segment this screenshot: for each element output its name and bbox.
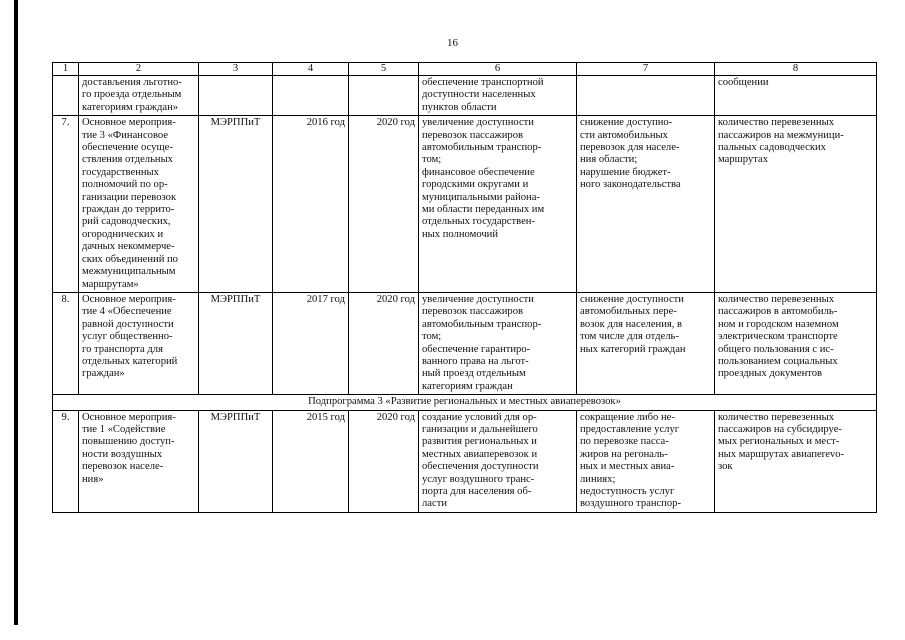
text-line: ванного права на льгот-	[422, 355, 529, 367]
column-number: 8	[715, 63, 877, 76]
text-line: пассажиров в автомобиль-	[718, 306, 838, 318]
cell-result	[419, 292, 577, 394]
text-line: увеличение доступности	[422, 293, 534, 305]
text-line: снижение доступности	[580, 293, 684, 305]
program-measures-table	[52, 62, 877, 513]
cell-indicator	[715, 410, 877, 512]
text-line: ганизации и дальнейшего	[422, 423, 538, 435]
text-line: том;	[422, 154, 442, 166]
text-line: пальных садоводческих	[718, 142, 826, 154]
text-line: маршрутах	[718, 154, 768, 166]
text-line: услуг общественно-	[82, 331, 173, 343]
text-line: ствления отдельных	[82, 154, 173, 166]
continuation-row	[53, 76, 877, 116]
text-line: Основное мероприя-	[82, 411, 176, 423]
text-line: сти автомобильных	[580, 129, 668, 141]
cell-measure	[79, 292, 199, 394]
cell-executor: МЭРППиТ	[199, 116, 273, 293]
text-line: пассажиров на межмуници-	[718, 129, 844, 141]
text-line: количество перевезенных	[718, 411, 835, 423]
text-line: мых региональных и мест-	[718, 436, 840, 448]
text-line: линиях;	[580, 473, 616, 485]
text-line: доступности населенных	[422, 89, 536, 101]
text-line: ных полномочий	[422, 228, 499, 240]
text-line: ный проезд отдельным	[422, 368, 526, 380]
text-line: отдельных категорий	[82, 355, 178, 367]
text-line: ских объединений по	[82, 253, 178, 265]
text-line: граждан до террито-	[82, 204, 175, 216]
text-line: государственных	[82, 166, 159, 178]
text-line: ного законодательства	[580, 179, 681, 191]
column-number: 5	[349, 63, 419, 76]
text-line: количество перевезенных	[718, 117, 835, 129]
text-line: электрическом транспорте	[718, 331, 838, 343]
row-number: 7.	[53, 116, 79, 293]
column-number: 7	[577, 63, 715, 76]
text-line: пассажиров на субсидируе-	[718, 423, 842, 435]
measure-row	[53, 292, 877, 394]
page-number: 16	[447, 37, 458, 49]
text-line: маршрутам»	[82, 278, 139, 290]
row-number: 8.	[53, 292, 79, 394]
column-number: 2	[79, 63, 199, 76]
cell-num	[53, 76, 79, 116]
cell-end	[349, 76, 419, 116]
text-line: проездных документов	[718, 368, 823, 380]
text-line: равной доступности	[82, 318, 174, 330]
text-line: ном и городском наземном	[718, 318, 839, 330]
text-line: нарушение бюджет-	[580, 166, 671, 178]
cell-result	[419, 76, 577, 116]
cell-measure	[79, 76, 199, 116]
text-line: тие 1 «Содействие	[82, 423, 166, 435]
text-line: рий садоводческих,	[82, 216, 171, 228]
cell-result	[419, 116, 577, 293]
text-line: го транспорта для	[82, 343, 163, 355]
binding-edge-bar	[14, 0, 18, 625]
cell-start-year: 2016 год	[273, 116, 349, 293]
text-line: ми области переданных им	[422, 204, 545, 216]
text-line: ных и местных авиа-	[580, 461, 675, 473]
text-line: перевозок для населе-	[580, 142, 680, 154]
text-line: недоступность услуг	[580, 486, 675, 497]
text-line: ности воздушных	[82, 448, 163, 460]
text-line: граждан»	[82, 368, 125, 380]
text-line: дачных некоммерче-	[82, 241, 175, 253]
column-number: 4	[273, 63, 349, 76]
text-line: ласти	[422, 498, 447, 510]
cell-end-year: 2020 год	[349, 410, 419, 512]
cell-end-year: 2020 год	[349, 292, 419, 394]
text-line: перевозок пассажиров	[422, 306, 524, 318]
text-line: ных маршрутах авиапerevo-	[718, 448, 845, 460]
column-number: 3	[199, 63, 273, 76]
text-line: количество перевезенных	[718, 293, 835, 305]
text-line: сообщении	[718, 77, 769, 88]
text-line: пользованием социальных	[718, 355, 838, 367]
column-number: 1	[53, 63, 79, 76]
text-line: Основное мероприя-	[82, 293, 176, 305]
text-line: обеспечение транспортной	[422, 77, 544, 88]
column-number: 6	[419, 63, 577, 76]
text-line: тие 3 «Финансовое	[82, 129, 169, 141]
text-line: категориям граждан	[422, 380, 513, 392]
column-number-row	[53, 63, 877, 76]
text-line: пунктов области	[422, 101, 497, 113]
measure-row	[53, 116, 877, 293]
text-line: предоставление услуг	[580, 423, 680, 435]
text-line: том;	[422, 331, 442, 343]
cell-consequences	[577, 292, 715, 394]
text-line: обеспечения доступности	[422, 461, 539, 473]
text-line: воздушного транспор-	[580, 498, 681, 510]
text-line: перевозок пассажиров	[422, 129, 524, 141]
text-line: создание условий для ор-	[422, 411, 537, 423]
text-line: автомобильным транспор-	[422, 318, 542, 330]
cell-consequences	[577, 410, 715, 512]
cell-executor: МЭРППиТ	[199, 292, 273, 394]
text-line: Основное мероприя-	[82, 117, 176, 129]
text-line: развития региональных и	[422, 436, 537, 448]
cell-consequences	[577, 116, 715, 293]
cell-start-year: 2015 год	[273, 410, 349, 512]
text-line: зок	[718, 461, 733, 473]
text-line: огороднических и	[82, 228, 164, 240]
text-line: полномочий по ор-	[82, 179, 168, 191]
text-line: достављения льготно-	[82, 77, 182, 88]
text-line: тие 4 «Обеспечение	[82, 306, 172, 318]
subprogram-row	[53, 395, 877, 410]
text-line: повышению доступ-	[82, 436, 175, 448]
text-line: ния области;	[580, 154, 638, 166]
text-line: автомобильным транспор-	[422, 142, 542, 154]
text-line: порта для населения об-	[422, 486, 532, 497]
text-line: том числе для отдель-	[580, 331, 679, 343]
text-line: увеличение доступности	[422, 117, 534, 129]
text-line: перевозок населе-	[82, 461, 164, 473]
text-line: ганизации перевозок	[82, 191, 177, 203]
text-line: общего пользования с ис-	[718, 343, 834, 355]
text-line: услуг воздушного транс-	[422, 473, 535, 485]
text-line: городскими округами и	[422, 179, 529, 191]
text-line: ных категорий граждан	[580, 343, 686, 355]
measure-row	[53, 410, 877, 512]
cell-executor	[199, 76, 273, 116]
text-line: обеспечение гарантиро-	[422, 343, 531, 355]
cell-start-year: 2017 год	[273, 292, 349, 394]
text-line: местных авиаперевозок и	[422, 448, 538, 460]
text-line: го проезда отдельным	[82, 89, 182, 101]
cell-indicator	[715, 76, 877, 116]
cell-consequences	[577, 76, 715, 116]
cell-measure	[79, 410, 199, 512]
text-line: финансовое обеспечение	[422, 166, 535, 178]
text-line: отдельных государствен-	[422, 216, 535, 228]
subprogram-title: Подпрограмма 3 «Развитие региональных и местных авиаперевозок»	[53, 395, 877, 410]
text-line: муниципальными района-	[422, 191, 540, 203]
text-line: обеспечение осуще-	[82, 142, 173, 154]
text-line: ния»	[82, 473, 104, 485]
text-line: категориям граждан»	[82, 101, 179, 113]
cell-indicator	[715, 292, 877, 394]
cell-measure	[79, 116, 199, 293]
text-line: снижение доступно-	[580, 117, 673, 129]
text-line: возок для населения, в	[580, 318, 683, 330]
text-line: по перевозке пасса-	[580, 436, 669, 448]
row-number: 9.	[53, 410, 79, 512]
cell-result	[419, 410, 577, 512]
text-line: автомобильных пере-	[580, 306, 677, 318]
cell-end-year: 2020 год	[349, 116, 419, 293]
cell-indicator	[715, 116, 877, 293]
text-line: межмуниципальным	[82, 266, 176, 278]
cell-start	[273, 76, 349, 116]
text-line: сокращение либо не-	[580, 411, 675, 423]
text-line: жиров на регональ-	[580, 448, 668, 460]
cell-executor: МЭРППиТ	[199, 410, 273, 512]
